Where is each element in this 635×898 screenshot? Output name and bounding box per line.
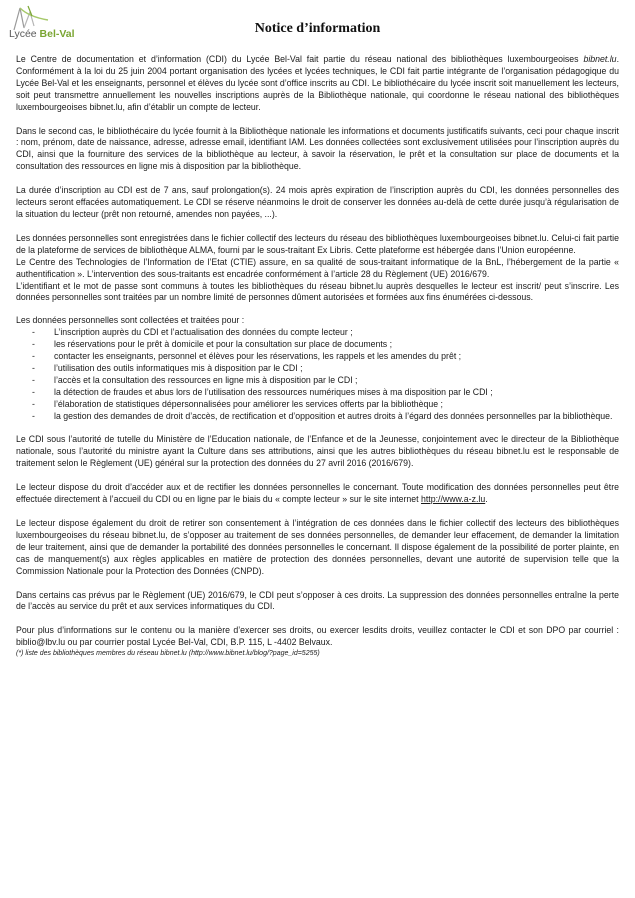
paragraph-data-provided: Dans le second cas, le bibliothécaire du lycée fournit à la Bibliothèque nationale les informations et documents justificatifs suivants, ceci pour chaque inscrit : nom, prénom, date de naissance, adresse, adresse email, identifiant IAM. Les données collectées sont exclusivement utilisées pour l’inscription auprès du CDI, ainsi que la fourniture des services de la bibliothèque au lecteur, à savoir la réservation, le prêt et la consultation sur place de documents et la consultation des ressources en ligne mis à disposition par la bibliothèque. <box>16 125 619 172</box>
paragraph-storage: Les données personnelles sont enregistrées dans le fichier collectif des lecteurs du réseau des bibliothèques luxembourgeoises bibnet.lu. Celui-ci fait partie de la plateforme de services de bibliothèque ALMA, fourni par le sous-traitant Ex Libris. Cette plateforme est hébergée dans l’Union européenne. <box>16 232 619 255</box>
page-title: Notice d’information <box>254 21 381 36</box>
paragraph-purposes-intro: Les données personnelles sont collectées et traitées pour : <box>16 315 245 326</box>
p1-text-c: . Conformément à la loi du 25 juin 2004 portant organisation des lycées et lycées techniques, le CDI fait partie intégrante de l’organisation pédagogique du Lycée Bel-Val et les enseignants, personnel et élèves du lycée sont d’office inscrits au CDI. Le bibliothécaire du lycée inscrit soit manuellement les lecteurs, soit peut transmettre annuellement les nouvelles inscriptions auprès de la Bibliothèque nationale, qui coordonne le réseau national des bibliothèques luxembourgeoises bibnet.lu, afin d’établir un compte de lecteur. <box>16 54 619 112</box>
paragraph-controller: Le CDI sous l’autorité de tutelle du Ministère de l’Education nationale, de l’Enfance et de la Jeunesse, conjointement avec le directeur de la Bibliothèque nationale, sous l’autorité du ministre ayant la Culture dans ses attributions, ainsi que les autres bibliothèques du réseau bibnet.lu est le responsable de traitement selon le Règlement (UE) général sur la protection des données du 27 avril 2016 (2016/679). <box>16 434 619 469</box>
paragraph-withdraw-consent: Le lecteur dispose également du droit de retirer son consentement à l’intégration de ces données dans le fichier collectif des lecteurs des bibliothèques luxembourgeoises du réseau bibnet.lu, de s’opposer au traitement de ses données personnelles, de demander leur effacement, de demander la limitation de leur traitement, ainsi que de demander la portabilité des données personnelles le concernant. Il dispose également de la possibilité de porter plainte, en cas de manquement(s) aux règles applicables en matière de protection des données personnelles, devant une autorité de supervision telle que la Commission Nationale pour la Protection des Données (CNPD). <box>16 518 619 576</box>
p1-text-a: Le Centre de documentation et d’information (CDI) du Lycée Bel-Val fait partie du réseau national des bibliothèques luxembourgeoises <box>16 54 584 64</box>
logo-text-belval: Bel-Val <box>39 28 75 40</box>
list-item: - l’accès et la consultation des ressources en ligne mis à disposition par le CDI ; <box>16 375 619 387</box>
paragraph-access-rights <box>16 482 619 506</box>
p9-text-b: . <box>485 494 488 505</box>
footnote: (*) liste des bibliothèques membres du réseau bibnet.lu (http://www.bibnet.lu/blog/?page_id=5255) <box>16 650 320 658</box>
list-item: - les réservations pour le prêt à domicile et pour la consultation sur place de documents ; <box>16 339 619 351</box>
paragraph-credentials: L’identifiant et le mot de passe sont communs à toutes les bibliothèques du réseau bibnet.lu auprès desquelles le lecteur est inscrit/ peut s’inscrire. Les données personnelles sont traitées par un nombre limité de personnes dûment autorisées et formées aux fins énumérées ci-dessous. <box>16 280 619 303</box>
paragraph-restrictions: Dans certains cas prévus par le Règlement (UE) 2016/679, le CDI peut s’opposer à ces droits. La suppression des données personnelles entraîne la perte de l’accès au service du prêt et aux services informatiques du CDI. <box>16 589 619 612</box>
list-item: - la gestion des demandes de droit d’accès, de rectification et d’opposition et autres droits à l’égard des données personnelles par la bibliothèque. <box>16 411 619 423</box>
paragraph-contact: Pour plus d’informations sur le contenu ou la manière d’exercer ses droits, ou exercer lesdits droits, veuillez contacter le CDI et son DPO par courriel : biblio@lbv.lu ou par courrier postal Lycée Bel-Val, CDI, B.P. 115, L -4402 Belvaux. <box>16 625 619 648</box>
p1-text-bibnet: bibnet.lu <box>583 54 617 64</box>
p9-text-a: Le lecteur dispose du droit d’accéder aux et de rectifier les données personnelles le concernant. Toute modification des données personnelles peut être effectuée directement à l’accueil du CDI ou en ligne par le biais du « compte lecteur » sur le site internet <box>16 482 619 505</box>
list-item: - l’utilisation des outils informatiques mis à disposition par le CDI ; <box>16 363 619 375</box>
paragraph-ctie: Le Centre des Technologies de l’Information de l’Etat (CTIE) assure, en sa qualité de sous-traitant informatique de la BnL, l’hébergement de la partie « authentification ». L’intervention des sous-traitants est encadrée conformément à l’article 28 du Règlement (UE) 2016/679. <box>16 256 619 279</box>
list-item: - contacter les enseignants, personnel et élèves pour les réservations, les rappels et les amendes du prêt ; <box>16 351 619 363</box>
purposes-list <box>16 327 619 422</box>
list-item: - l’élaboration de statistiques dépersonnalisées pour améliorer les services offerts par la bibliothèque ; <box>16 399 619 411</box>
notice-body <box>16 54 619 658</box>
a-z-lu-link[interactable]: http://www.a-z.lu <box>421 494 486 505</box>
list-item: - L’inscription auprès du CDI et l’actualisation des données du compte lecteur ; <box>16 327 619 339</box>
list-item: - la détection de fraudes et abus lors de l’utilisation des ressources numériques mises à ma disposition par le CDI ; <box>16 387 619 399</box>
paragraph-cdi-network <box>16 54 619 114</box>
logo-text-lycee: Lycée <box>9 28 40 40</box>
paragraph-retention: La durée d’inscription au CDI est de 7 ans, sauf prolongation(s). 24 mois après expiration de l’inscription auprès du CDI, les données personnelles des lecteurs seront effacées automatiquement. Le CDI se réserve néanmoins le droit de conserver les données au-delà de cette durée jusqu’à régularisation de la situation du lecteur (prêt non retourné, amendes non payées, ...). <box>16 185 619 219</box>
